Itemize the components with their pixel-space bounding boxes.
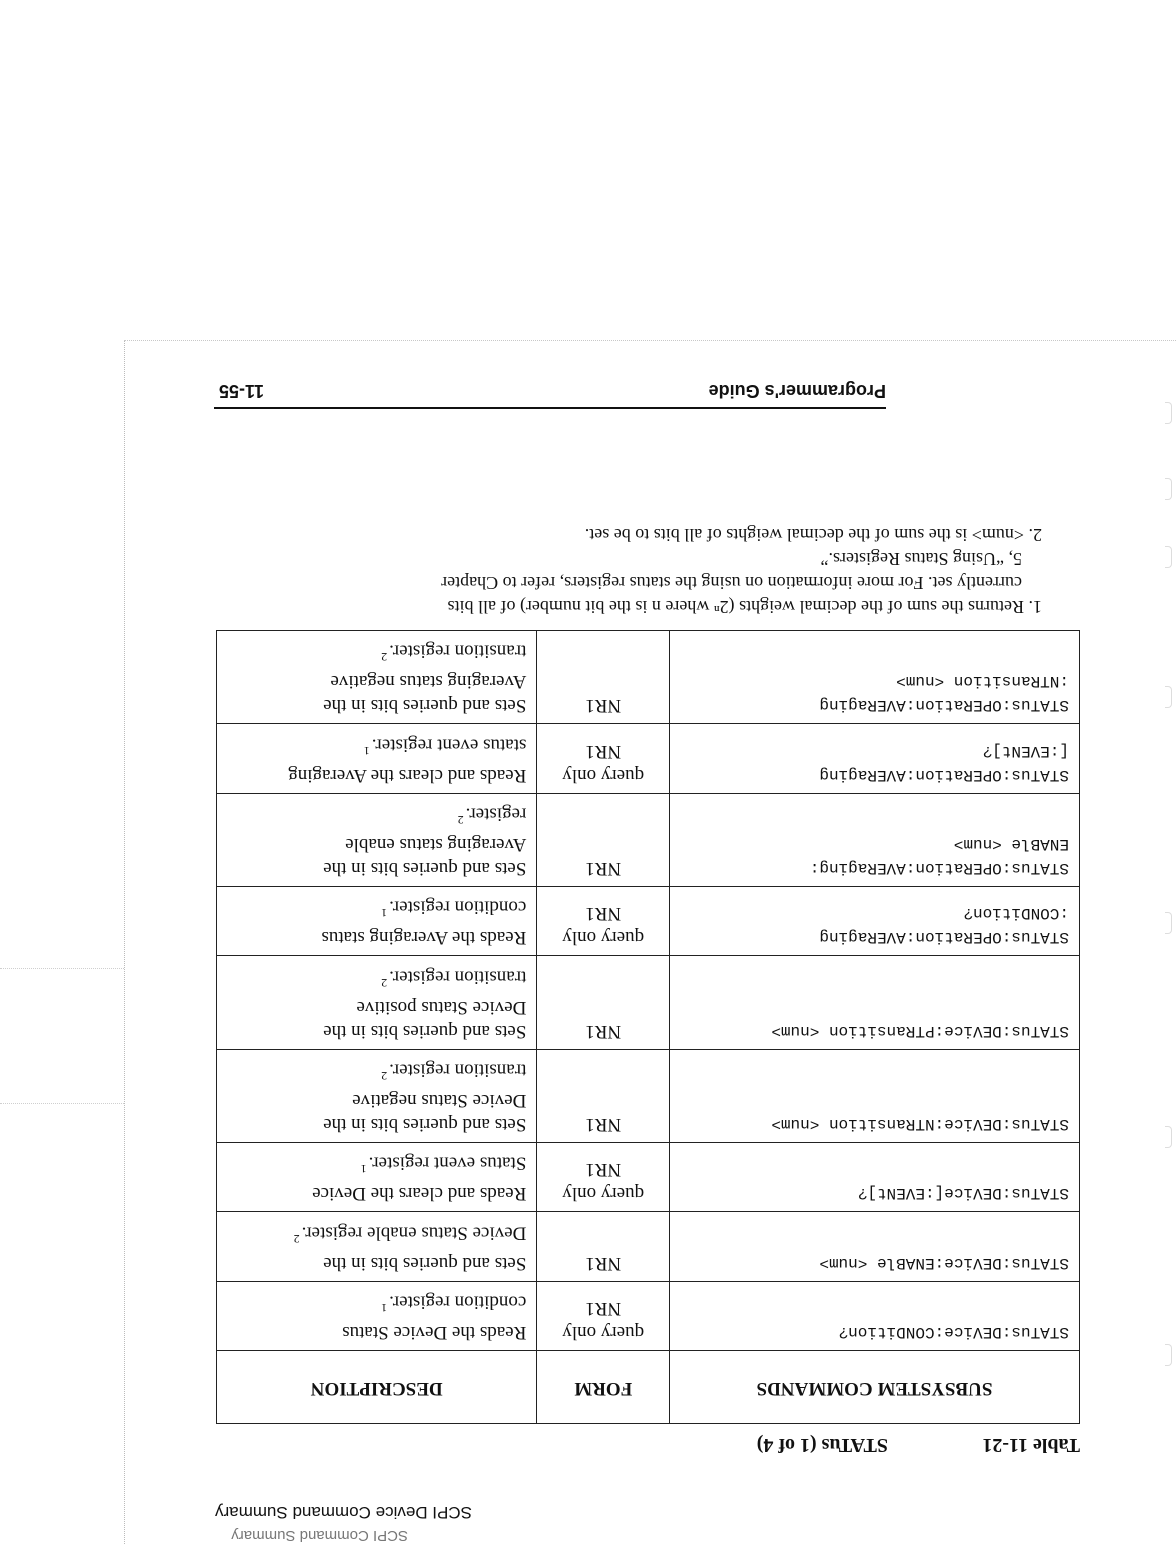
command-text: STATus:DEVice:PTRansition <num> (771, 1021, 1069, 1040)
description-text: Averaging status negative (330, 671, 527, 693)
form-text: NR1 (585, 740, 622, 762)
status-command-table (216, 630, 1080, 1424)
form-text: query only (562, 1322, 645, 1343)
form-cell (537, 887, 670, 956)
form-text: NR1 (585, 1252, 622, 1274)
description-text: Reads and clears the Device (312, 1183, 527, 1205)
table-row (217, 1212, 1080, 1281)
table-number: Table 11-21 (982, 1434, 1080, 1456)
footnote-ref: 1 (363, 743, 370, 758)
form-text: NR1 (585, 695, 622, 717)
footnote-1-line-3: 5, “Using Status Registers.” (820, 549, 1022, 569)
command-cell (670, 631, 1080, 724)
description-cell (217, 1143, 537, 1212)
command-cell (670, 1212, 1080, 1281)
footnote-ref: 2 (381, 975, 388, 990)
description-text: status event register. (371, 734, 527, 756)
table-row (217, 724, 1080, 793)
form-cell (537, 1212, 670, 1281)
footnote-ref: 2 (381, 650, 388, 665)
description-text: Reads and clears the Averaging (288, 764, 527, 786)
form-text: NR1 (585, 1020, 622, 1042)
command-text: [:EVENt]? (982, 741, 1069, 760)
command-text: STATus:OPERation:AVERaging: (809, 859, 1069, 878)
footnote-ref: 1 (360, 1162, 367, 1177)
description-text: Sets and queries bits in the (323, 1020, 527, 1042)
form-cell (537, 1143, 670, 1212)
command-text: :NTRansition <num> (896, 672, 1069, 691)
description-cell (217, 724, 537, 793)
table-row (217, 956, 1080, 1049)
form-cell (537, 793, 670, 886)
table-row (217, 887, 1080, 956)
description-text: transition register. (389, 641, 527, 663)
form-cell (537, 1049, 670, 1142)
command-text: ENABle <num> (953, 835, 1069, 854)
description-text: Device Status positive (356, 996, 527, 1018)
description-text: Sets and queries bits in the (323, 1252, 527, 1274)
description-text: Status event register. (368, 1153, 527, 1175)
description-cell (217, 887, 537, 956)
footnote-ref: 2 (457, 813, 464, 828)
description-cell (217, 956, 537, 1049)
table-row (217, 1049, 1080, 1142)
form-text: NR1 (585, 903, 622, 925)
form-text: query only (562, 927, 645, 949)
command-cell (670, 793, 1080, 886)
command-text: STATus:DEVice:NTRansition <num> (771, 1115, 1069, 1134)
form-cell (537, 724, 670, 793)
form-cell (537, 1281, 670, 1350)
table-row (217, 1143, 1080, 1212)
footer-guide-title: Programmer's Guide (708, 381, 886, 401)
table-row (217, 793, 1080, 886)
footnote-1-line-1: 1. Returns the sum of the decimal weights (2ⁿ where n is the bit number) of all bits (447, 597, 1042, 617)
description-text: Sets and queries bits in the (323, 858, 527, 880)
footnote-ref: 2 (381, 1069, 388, 1084)
form-cell (537, 956, 670, 1049)
footnote-2: 2. <num> is the sum of the decimal weights of all bits to be set. (584, 525, 1042, 545)
description-cell (217, 631, 537, 724)
form-text: query only (562, 1183, 645, 1205)
description-cell (217, 1049, 537, 1142)
command-text: STATus:OPERation:AVERaging (819, 928, 1069, 947)
command-text: :CONDition? (963, 904, 1069, 923)
footer-rule (214, 407, 886, 409)
description-text: Device Status enable register. (301, 1222, 527, 1244)
form-text: NR1 (585, 1114, 622, 1136)
description-text: Sets and queries bits in the (323, 1114, 527, 1136)
description-text: Reads the Device Status (342, 1322, 527, 1343)
command-text: STATus:DEVice:CONDition? (838, 1323, 1069, 1341)
description-cell (217, 1212, 537, 1281)
description-cell (217, 1281, 537, 1350)
command-text: STATus:DEVice[:EVENt]? (857, 1184, 1069, 1203)
footnote-1-line-2: currently set. For more information on using the status registers, refer to Chapter (441, 573, 1022, 593)
form-text: query only (562, 764, 645, 786)
command-cell (670, 956, 1080, 1049)
command-cell (670, 1143, 1080, 1212)
form-text: NR1 (585, 858, 622, 880)
table-body (217, 631, 1080, 1351)
description-text: condition register. (389, 1291, 527, 1313)
command-cell (670, 1049, 1080, 1142)
command-text: STATus:DEVice:ENABle <num> (819, 1253, 1069, 1272)
footnote-ref: 1 (381, 906, 388, 921)
description-text: transition register. (389, 966, 527, 988)
running-header: SCPI Device Command Summary (215, 1503, 472, 1522)
description-text: condition register. (389, 897, 527, 919)
description-text: Sets and queries bits in the (323, 695, 527, 717)
command-cell (670, 724, 1080, 793)
description-text: transition register. (389, 1059, 527, 1081)
column-header-description: DESCRIPTION (217, 1351, 537, 1424)
table-footnotes (242, 523, 1042, 619)
description-text: Reads the Averaging status (321, 927, 527, 949)
command-text: STATus:OPERation:AVERaging (819, 696, 1069, 715)
table-header-row (217, 1351, 1080, 1424)
footnote-ref: 1 (381, 1301, 388, 1315)
description-text: register. (465, 803, 527, 825)
running-header-faint: SCPI Command Summary (231, 1527, 408, 1544)
description-cell (217, 793, 537, 886)
column-header-command: SUBSYSTEM COMMANDS (670, 1351, 1080, 1424)
command-cell (670, 1281, 1080, 1350)
form-cell (537, 631, 670, 724)
footer-page-number: 11-55 (218, 381, 264, 401)
command-text: STATus:OPERation:AVERaging (819, 765, 1069, 784)
command-cell (670, 887, 1080, 956)
table-row (217, 1281, 1080, 1350)
footnote-ref: 2 (293, 1231, 300, 1246)
form-text: NR1 (585, 1298, 622, 1319)
table-title: STATus (1 of 4) (756, 1434, 888, 1456)
table-row (217, 631, 1080, 724)
column-header-form: FORM (537, 1351, 670, 1424)
description-text: Device Status negative (352, 1090, 527, 1112)
form-text: NR1 (585, 1159, 622, 1181)
description-text: Averaging status enable (345, 834, 527, 856)
